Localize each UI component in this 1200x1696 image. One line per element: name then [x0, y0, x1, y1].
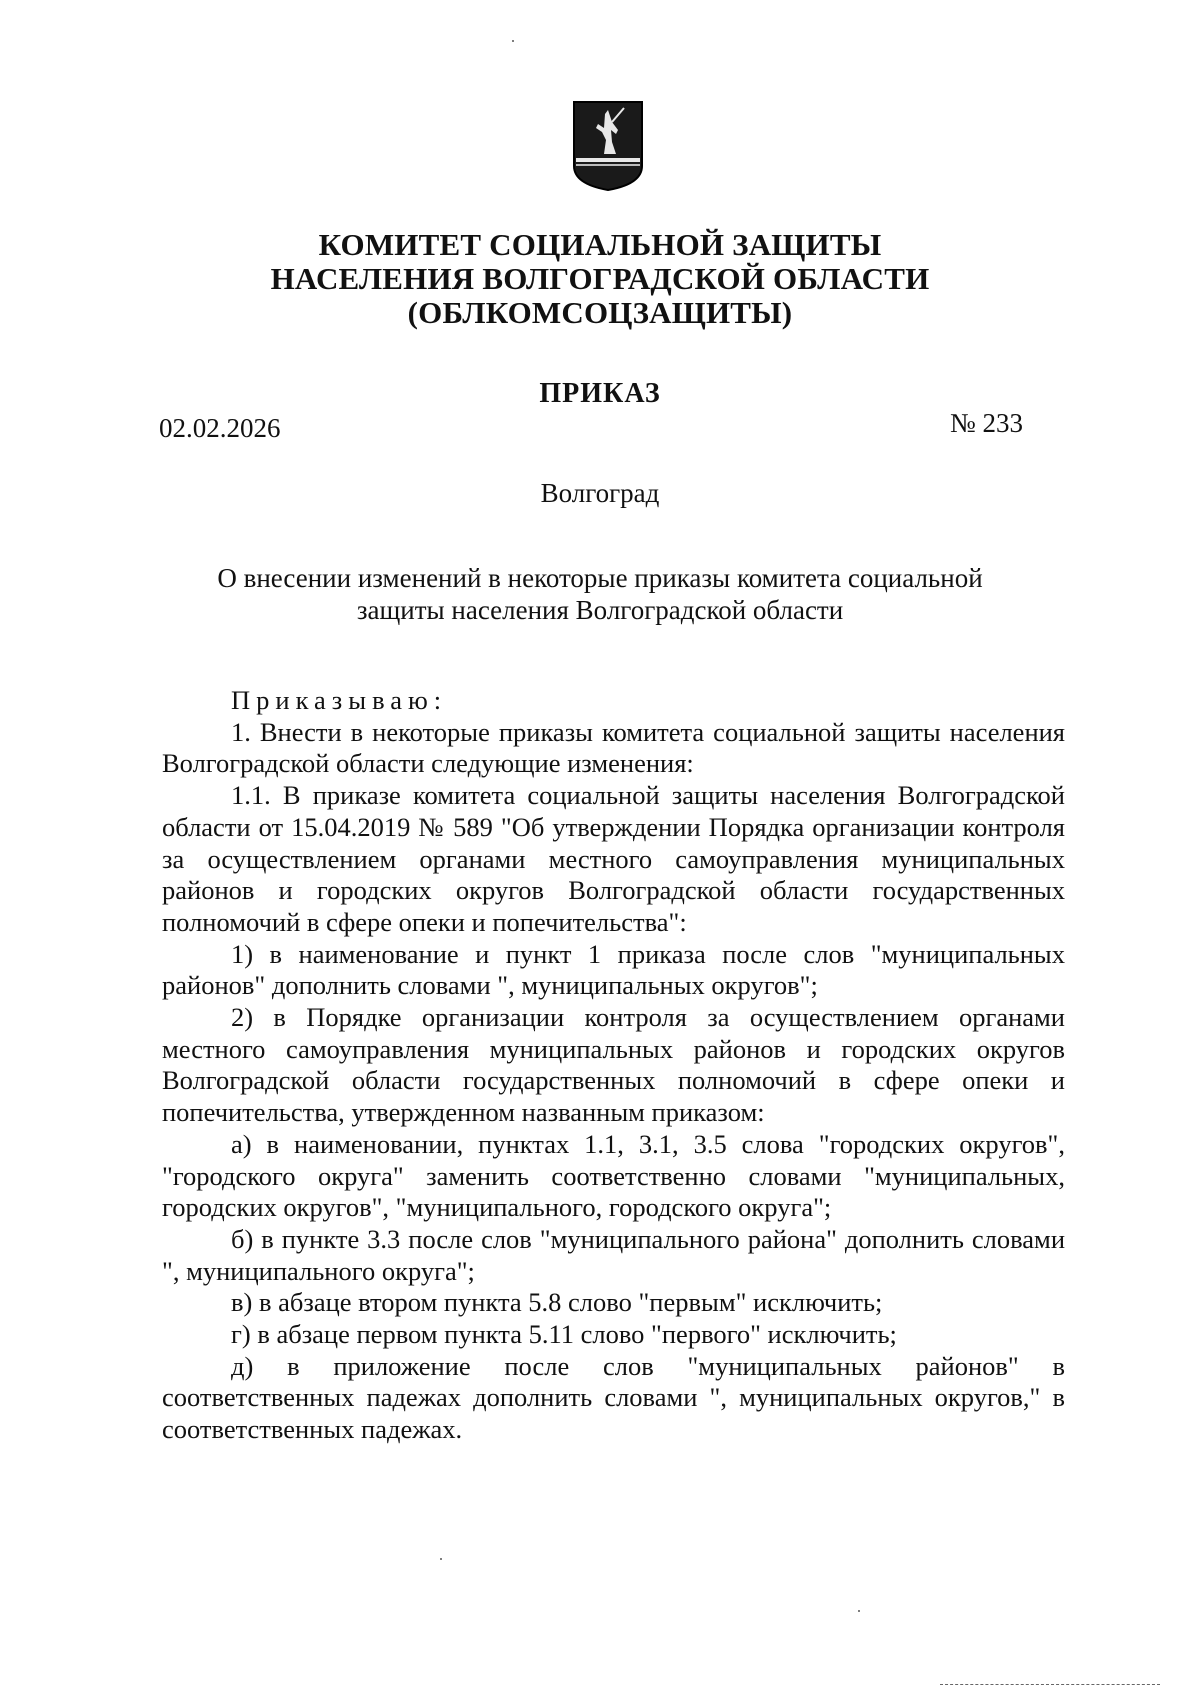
item-v: в) в абзаце втором пункта 5.8 слово "первым" исключить; — [231, 1287, 883, 1318]
order-title: ПРИКАЗ — [539, 378, 661, 409]
scan-speck — [512, 40, 514, 42]
subject-line-2: защиты населения Волгоградской области — [356, 595, 844, 625]
order-body — [162, 685, 1065, 1446]
order-city: Волгоград — [540, 478, 660, 508]
subparagraph-2: 2) в Порядке организации контроля за осуществлением органами местного самоуправления муниципальных районов и городских округов Волгоградской области государственных полномочий в сфере опеки и попечительства, утвержденном названным приказом: — [162, 1002, 1065, 1128]
organization-header — [0, 228, 1200, 330]
order-directive: Приказываю: — [231, 685, 448, 715]
scan-speck — [858, 1610, 860, 1612]
item-b: б) в пункте 3.3 после слов "муниципального района" дополнить словами ", муниципального округа"; — [162, 1223, 1065, 1286]
subject-line-1: О внесении изменений в некоторые приказы комитета социальной — [217, 563, 983, 593]
item-d: д) в приложение после слов "муниципальных районов" в соответственных падежах дополнить словами ", муниципальных округов," в соответственных падежах. — [162, 1350, 1065, 1445]
org-name-line-1: КОМИТЕТ СОЦИАЛЬНОЙ ЗАЩИТЫ — [318, 227, 882, 262]
item-a: а) в наименовании, пунктах 1.1, 3.1, 3.5 слова "городских округов", "городского округа" заменить соответственно словами "муниципальных, городских округов", "муниципального, городского округа"; — [162, 1128, 1065, 1223]
org-name-line-3: (ОБЛКОМСОЦЗАЩИТЫ) — [407, 295, 793, 330]
scan-speck — [440, 1558, 442, 1560]
paragraph-1-1: 1.1. В приказе комитета социальной защиты населения Волгоградской области от 15.04.2019 № 589 "Об утверждении Порядка организации контроля за осуществлением органами местного самоуправления муниципальных районов и городских округов Волгоградской области государственных полномочий в сфере опеки и попечительства": — [162, 780, 1065, 937]
order-subject — [0, 562, 1200, 626]
item-g: г) в абзаце первом пункта 5.11 слово "первого" исключить; — [231, 1319, 897, 1350]
paragraph-1: 1. Внести в некоторые приказы комитета социальной защиты населения Волгоградской области следующие изменения: — [162, 716, 1065, 779]
subparagraph-1: 1) в наименование и пункт 1 приказа после слов "муниципальных районов" дополнить словами ", муниципальных округов"; — [162, 938, 1065, 1001]
volgograd-emblem-icon — [572, 100, 644, 192]
org-name-line-2: НАСЕЛЕНИЯ ВОЛГОГРАДСКОЙ ОБЛАСТИ — [270, 261, 930, 296]
order-date: 02.02.2026 — [159, 413, 281, 443]
scan-edge-line — [940, 1684, 1160, 1685]
order-number: № 233 — [950, 408, 1024, 438]
